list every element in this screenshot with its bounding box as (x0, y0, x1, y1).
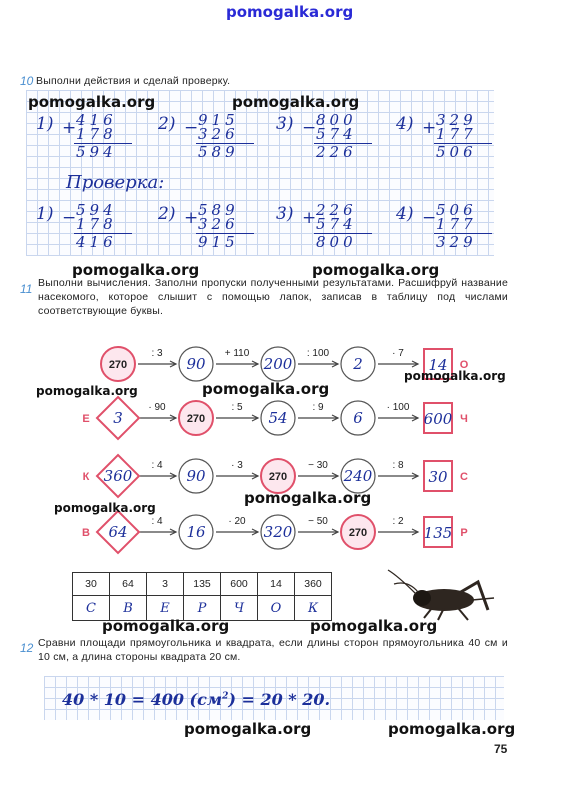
start-value: 360 (103, 467, 133, 485)
example-sign: − (422, 208, 437, 228)
table-letter-cell: К (295, 596, 332, 621)
task-10-number: 10 (20, 74, 34, 88)
chain-op: − 30 (308, 460, 328, 471)
operand-a: 329 (436, 111, 477, 129)
task-11-text: Выполни вычисления. Заполни пропуски полученными результатами. Расшифруй название насекомого, которое слышит с помощью лапок, записав в таблицу под числами соответствующие буквы. (38, 277, 508, 317)
chain-op: : 4 (151, 516, 163, 527)
table-number-cell: 135 (184, 573, 221, 596)
watermark[interactable]: pomogalka.org (184, 720, 312, 738)
example-label: 4) (396, 114, 414, 134)
chain-value: 90 (186, 355, 206, 373)
table-number-cell: 30 (73, 573, 110, 596)
watermark[interactable]: pomogalka.org (72, 261, 200, 279)
table-letter-cell: В (110, 596, 147, 621)
result: 589 (198, 143, 239, 161)
operand-b: 326 (198, 215, 239, 233)
example-sign: + (184, 208, 199, 228)
operand-b: 574 (316, 215, 357, 233)
example-sign: − (62, 208, 77, 228)
operand-b: 177 (436, 215, 477, 233)
watermark-top[interactable]: pomogalka.org (226, 3, 354, 21)
watermark[interactable]: pomogalka.org (388, 720, 516, 738)
operand-a: 594 (76, 201, 117, 219)
chain-op: · 100 (386, 402, 410, 413)
chains-diagram (0, 330, 568, 562)
example-sign: + (62, 118, 77, 138)
chain-op: : 4 (151, 460, 163, 471)
watermark[interactable]: pomogalka.org (404, 369, 506, 383)
operand-a: 226 (316, 201, 357, 219)
chain-op: · 90 (148, 402, 166, 413)
chain-op: · 3 (231, 460, 243, 471)
chain-op: · 20 (228, 516, 246, 527)
watermark[interactable]: pomogalka.org (54, 501, 156, 515)
start-value: 3 (113, 409, 123, 427)
operand-a: 506 (436, 201, 477, 219)
chain-value: 320 (263, 523, 293, 541)
chain-value: 270 (348, 527, 368, 539)
table-number-cell: 360 (295, 573, 332, 596)
result-value: 30 (428, 468, 448, 486)
watermark[interactable]: pomogalka.org (28, 93, 156, 111)
decode-numbers-row (73, 573, 332, 596)
example-sign: − (184, 118, 199, 138)
row-letter: К (82, 471, 90, 483)
table-letter-cell: Е (147, 596, 184, 621)
result-letter: Р (460, 527, 468, 539)
table-number-cell: 600 (221, 573, 258, 596)
chain-op: : 8 (392, 460, 404, 471)
watermark[interactable]: pomogalka.org (244, 489, 372, 507)
task-12-number: 12 (20, 641, 34, 655)
chain-op: : 9 (312, 402, 324, 413)
operand-b: 574 (316, 125, 357, 143)
example-label: 3) (276, 114, 294, 134)
chain-value: 6 (353, 409, 363, 427)
result: 329 (436, 233, 477, 251)
chain-value: 270 (186, 413, 206, 425)
result-letter: Ч (460, 413, 468, 425)
chain-value: 16 (186, 523, 206, 541)
table-letter-cell: О (258, 596, 295, 621)
decode-table (72, 572, 332, 621)
watermark[interactable]: pomogalka.org (202, 380, 330, 398)
table-number-cell: 3 (147, 573, 184, 596)
chain-value: 90 (186, 467, 206, 485)
result-letter: О (459, 359, 469, 371)
chain-value: 270 (268, 471, 288, 483)
result: 416 (76, 233, 117, 251)
watermark[interactable]: pomogalka.org (312, 261, 440, 279)
chain-value: 240 (343, 467, 373, 485)
operand-b: 178 (76, 215, 117, 233)
chain-op: : 100 (306, 348, 330, 359)
result-value: 14 (428, 356, 448, 374)
chain-op: : 5 (231, 402, 243, 413)
result: 506 (436, 143, 477, 161)
table-letter-cell: Р (184, 596, 221, 621)
chain-op: + 110 (224, 348, 250, 359)
row-letter: В (82, 527, 90, 539)
result: 915 (198, 233, 239, 251)
example-sign: + (422, 118, 437, 138)
answer-sup: 2 (222, 691, 229, 702)
result: 226 (316, 143, 357, 161)
chain-op: : 2 (392, 516, 404, 527)
chain-value: 54 (268, 409, 288, 427)
answer-right: ) = 20 * 20. (228, 690, 331, 709)
check-title: Проверка: (66, 172, 165, 193)
example-label: 1) (36, 204, 54, 224)
example-label: 1) (36, 114, 54, 134)
operand-b: 177 (436, 125, 477, 143)
chain-op: − 50 (308, 516, 328, 527)
table-number-cell: 64 (110, 573, 147, 596)
result-value: 600 (423, 410, 453, 428)
watermark[interactable]: pomogalka.org (232, 93, 360, 111)
example-label: 2) (158, 204, 176, 224)
operand-a: 800 (316, 111, 357, 129)
watermark[interactable]: pomogalka.org (310, 617, 438, 635)
example-label: 3) (276, 204, 294, 224)
chain-op: · 7 (392, 348, 404, 359)
operand-b: 326 (198, 125, 239, 143)
start-value: 64 (108, 523, 128, 541)
table-number-cell: 14 (258, 573, 295, 596)
chain-value: 200 (263, 355, 293, 373)
operand-a: 915 (198, 111, 239, 129)
operand-a: 589 (198, 201, 239, 219)
result: 594 (76, 143, 117, 161)
chain-value: 2 (353, 355, 363, 373)
example-label: 4) (396, 204, 414, 224)
task-12-text: Сравни площади прямоугольника и квадрата, если длины сторон прямоугольника 40 см и 10 см, а длина стороны квадрата 20 см. (38, 637, 508, 663)
answer-left: 40 * 10 = 400 (см (62, 690, 223, 709)
operand-a: 416 (76, 111, 117, 129)
operand-b: 178 (76, 125, 117, 143)
table-letter-cell: Ч (221, 596, 258, 621)
watermark[interactable]: pomogalka.org (36, 384, 138, 398)
chain-op: : 3 (151, 348, 163, 359)
task-12-answer (62, 690, 330, 709)
page-number: 75 (494, 742, 508, 756)
table-letter-cell: С (73, 596, 110, 621)
example-label: 2) (158, 114, 176, 134)
start-value: 270 (108, 359, 128, 371)
task-10-text: Выполни действия и сделай проверку. (36, 75, 231, 87)
result-letter: С (460, 471, 468, 483)
task-11-number: 11 (20, 282, 33, 296)
result: 800 (316, 233, 357, 251)
example-sign: − (302, 118, 317, 138)
watermark[interactable]: pomogalka.org (102, 617, 230, 635)
row-letter: Е (82, 413, 90, 425)
result-value: 135 (423, 524, 453, 542)
example-sign: + (302, 208, 317, 228)
